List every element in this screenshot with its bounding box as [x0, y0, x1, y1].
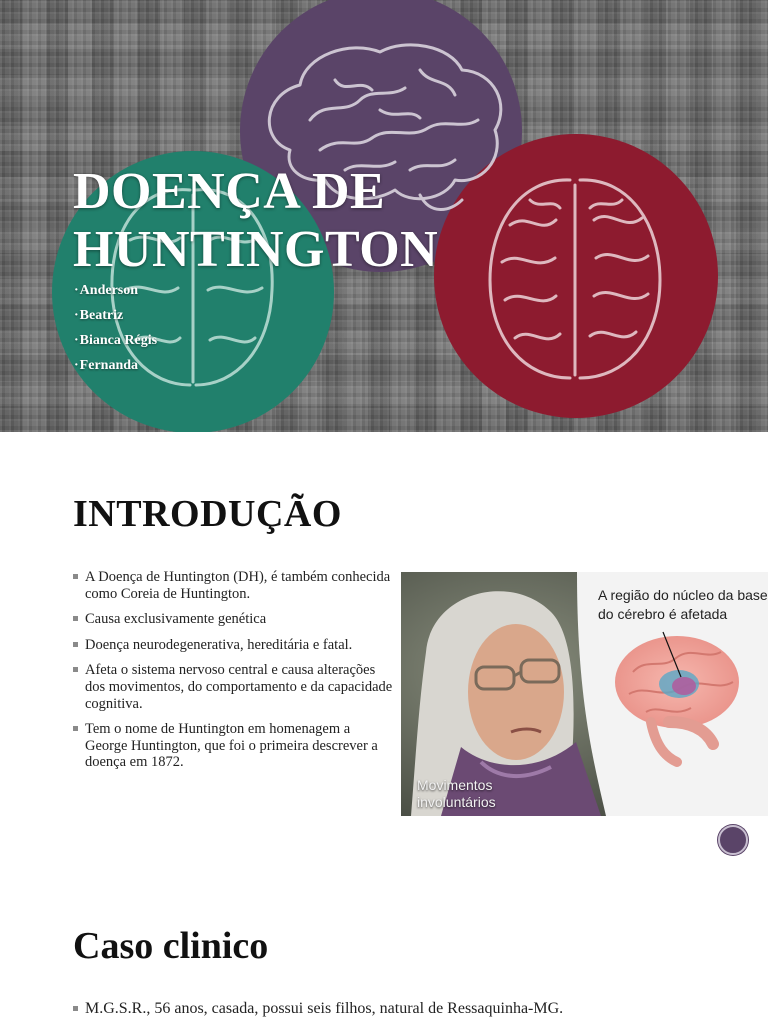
intro-bullet-list [73, 569, 393, 780]
intro-heading: INTRODUÇÃO [73, 493, 342, 535]
intro-photo [401, 572, 768, 816]
author-name: · Beatriz [74, 303, 157, 328]
author-name: · Bianca Régis [74, 328, 157, 353]
case-slide [0, 864, 768, 1024]
case-description: M.G.S.R., 56 anos, casada, possui seis filhos, natural de Ressaquinha-MG. [85, 1000, 564, 1017]
list-item: Afeta o sistema nervoso central e causa alterações dos movimentos, do comportamento e da capacidade cognitiva. [73, 662, 393, 712]
title-slide [0, 0, 768, 432]
image-caption-top: A região do núcleo da base do cérebro é afetada [598, 587, 768, 622]
list-item: A Doença de Huntington (DH), é também conhecida como Coreia de Huntington. [73, 569, 393, 602]
image-caption-bottom [417, 777, 496, 811]
intro-slide [0, 432, 768, 864]
list-item: Causa exclusivamente genética [73, 611, 393, 628]
bullet-marker [73, 1006, 78, 1011]
title-line-1: DOENÇA DE [73, 163, 386, 220]
slide-navigation-button[interactable] [718, 825, 748, 855]
list-item: Tem o nome de Huntington em homenagem a George Huntington, que foi o primeira descrever a doença em 1872. [73, 721, 393, 771]
caption-bottom-line-1: Movimentos [417, 777, 493, 793]
title-line-2: HUNTINGTON [73, 221, 439, 278]
caption-bottom-line-2: involuntários [417, 794, 496, 810]
author-name: · Fernanda [74, 353, 157, 378]
presentation-title [73, 163, 503, 279]
case-heading: Caso clinico [73, 925, 269, 967]
author-list [74, 278, 157, 378]
list-item: Doença neurodegenerativa, hereditária e fatal. [73, 637, 393, 654]
brain-top-icon [490, 180, 660, 378]
author-name: · Anderson [74, 278, 157, 303]
